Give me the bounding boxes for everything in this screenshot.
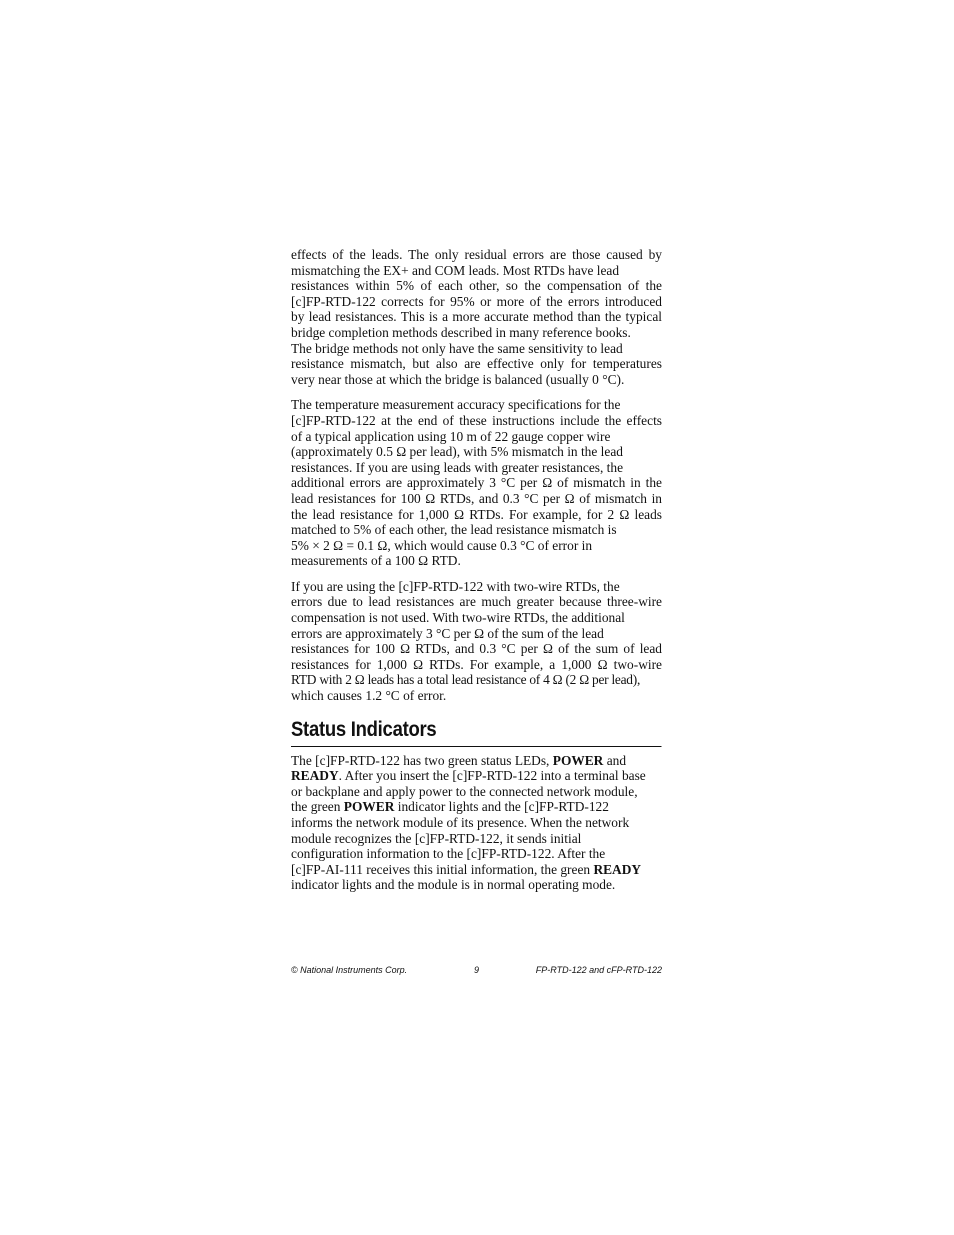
text-line: resistance mismatch, but also are effective only for temperatures <box>291 356 662 372</box>
text-line: by lead resistances. This is a more accurate method than the typical <box>291 309 662 325</box>
text-run: . After you insert the [c]FP-RTD-122 into a terminal base <box>338 768 646 784</box>
text-run: indicator lights and the [c]FP-RTD-122 <box>394 799 609 815</box>
text-line: If you are using the [c]FP-RTD-122 with two-wire RTDs, the <box>291 578 620 594</box>
power-label: POWER <box>552 752 604 768</box>
text-line: module recognizes the [c]FP-RTD-122, it sends initial <box>291 830 582 846</box>
text-run: [c]FP-AI-111 receives this initial information, the green <box>291 861 594 877</box>
text-line: indicator lights and the module is in normal operating mode. <box>291 877 616 893</box>
text-line: RTD with 2 Ω leads has a total lead resistance of 4 Ω (2 Ω per lead), <box>291 672 641 688</box>
text-line: matched to 5% of each other, the lead resistance mismatch is <box>291 522 617 538</box>
text-line <box>291 862 662 878</box>
text-line: the lead resistance for 1,000 Ω RTDs. For example, for 2 Ω leads <box>291 506 662 522</box>
text-line: additional errors are approximately 3 °C per Ω of mismatch in the <box>291 475 662 491</box>
text-line: measurements of a 100 Ω RTD. <box>291 553 461 569</box>
footer-page-number: 9 <box>474 965 480 975</box>
text-line: or backplane and apply power to the connected network module, <box>291 783 638 799</box>
text-line: compensation is not used. With two-wire RTDs, the additional <box>291 610 625 626</box>
text-line: errors are approximately 3 °C per Ω of the sum of the lead <box>291 625 604 641</box>
text-run: and <box>603 752 627 768</box>
footer-copyright: © National Instruments Corp. <box>291 965 408 975</box>
paragraph-two-wire-rtds <box>291 579 662 704</box>
text-line: which causes 1.2 °C of error. <box>291 688 447 704</box>
text-line: mismatching the EX+ and COM leads. Most RTDs have lead <box>291 262 620 278</box>
text-line: very near those at which the bridge is balanced (usually 0 °C). <box>291 371 625 387</box>
text-line: errors due to lead resistances are much greater because three-wire <box>291 594 662 610</box>
text-line: The temperature measurement accuracy specifications for the <box>291 397 621 413</box>
text-line <box>291 753 662 769</box>
paragraph-status-leds <box>291 753 662 893</box>
page-footer <box>291 965 662 979</box>
text-line: [c]FP-RTD-122 at the end of these instructions include the effects <box>291 412 662 428</box>
text-line: resistances within 5% of each other, so the compensation of the <box>291 278 662 294</box>
text-line: effects of the leads. The only residual errors are those caused by <box>291 247 662 262</box>
text-line: [c]FP-RTD-122 corrects for 95% or more of the errors introduced <box>291 293 662 309</box>
ready-label: READY <box>291 768 339 784</box>
paragraph-lead-effects <box>291 247 662 387</box>
text-line <box>291 799 662 815</box>
text-line: resistances. If you are using leads with greater resistances, the <box>291 459 624 475</box>
text-column <box>291 247 662 893</box>
power-label: POWER <box>343 799 395 815</box>
text-line: resistances for 100 Ω RTDs, and 0.3 °C per Ω of the sum of lead <box>291 641 662 657</box>
text-run: the green <box>291 799 344 815</box>
text-run: The [c]FP-RTD-122 has two green status LEDs, <box>291 752 553 768</box>
section-heading-status-indicators: Status Indicators <box>291 718 662 747</box>
text-line: bridge completion methods described in many reference books. <box>291 324 631 340</box>
text-line: resistances for 1,000 Ω RTDs. For example, a 1,000 Ω two-wire <box>291 656 662 672</box>
text-line: informs the network module of its presence. When the network <box>291 815 630 830</box>
text-line: lead resistances for 100 Ω RTDs, and 0.3 °C per Ω of mismatch in <box>291 490 662 506</box>
text-line: (approximately 0.5 Ω per lead), with 5% mismatch in the lead <box>291 444 623 460</box>
footer-document-title: FP-RTD-122 and cFP-RTD-122 <box>535 965 662 975</box>
text-line <box>291 768 662 784</box>
text-line: configuration information to the [c]FP-RTD-122. After the <box>291 846 606 862</box>
paragraph-accuracy-specs <box>291 397 662 569</box>
ready-label: READY <box>593 861 642 877</box>
text-line: of a typical application using 10 m of 22 gauge copper wire <box>291 428 611 444</box>
text-line: 5% × 2 Ω = 0.1 Ω, which would cause 0.3 °C of error in <box>291 537 593 553</box>
text-line: The bridge methods not only have the same sensitivity to lead <box>291 340 623 356</box>
